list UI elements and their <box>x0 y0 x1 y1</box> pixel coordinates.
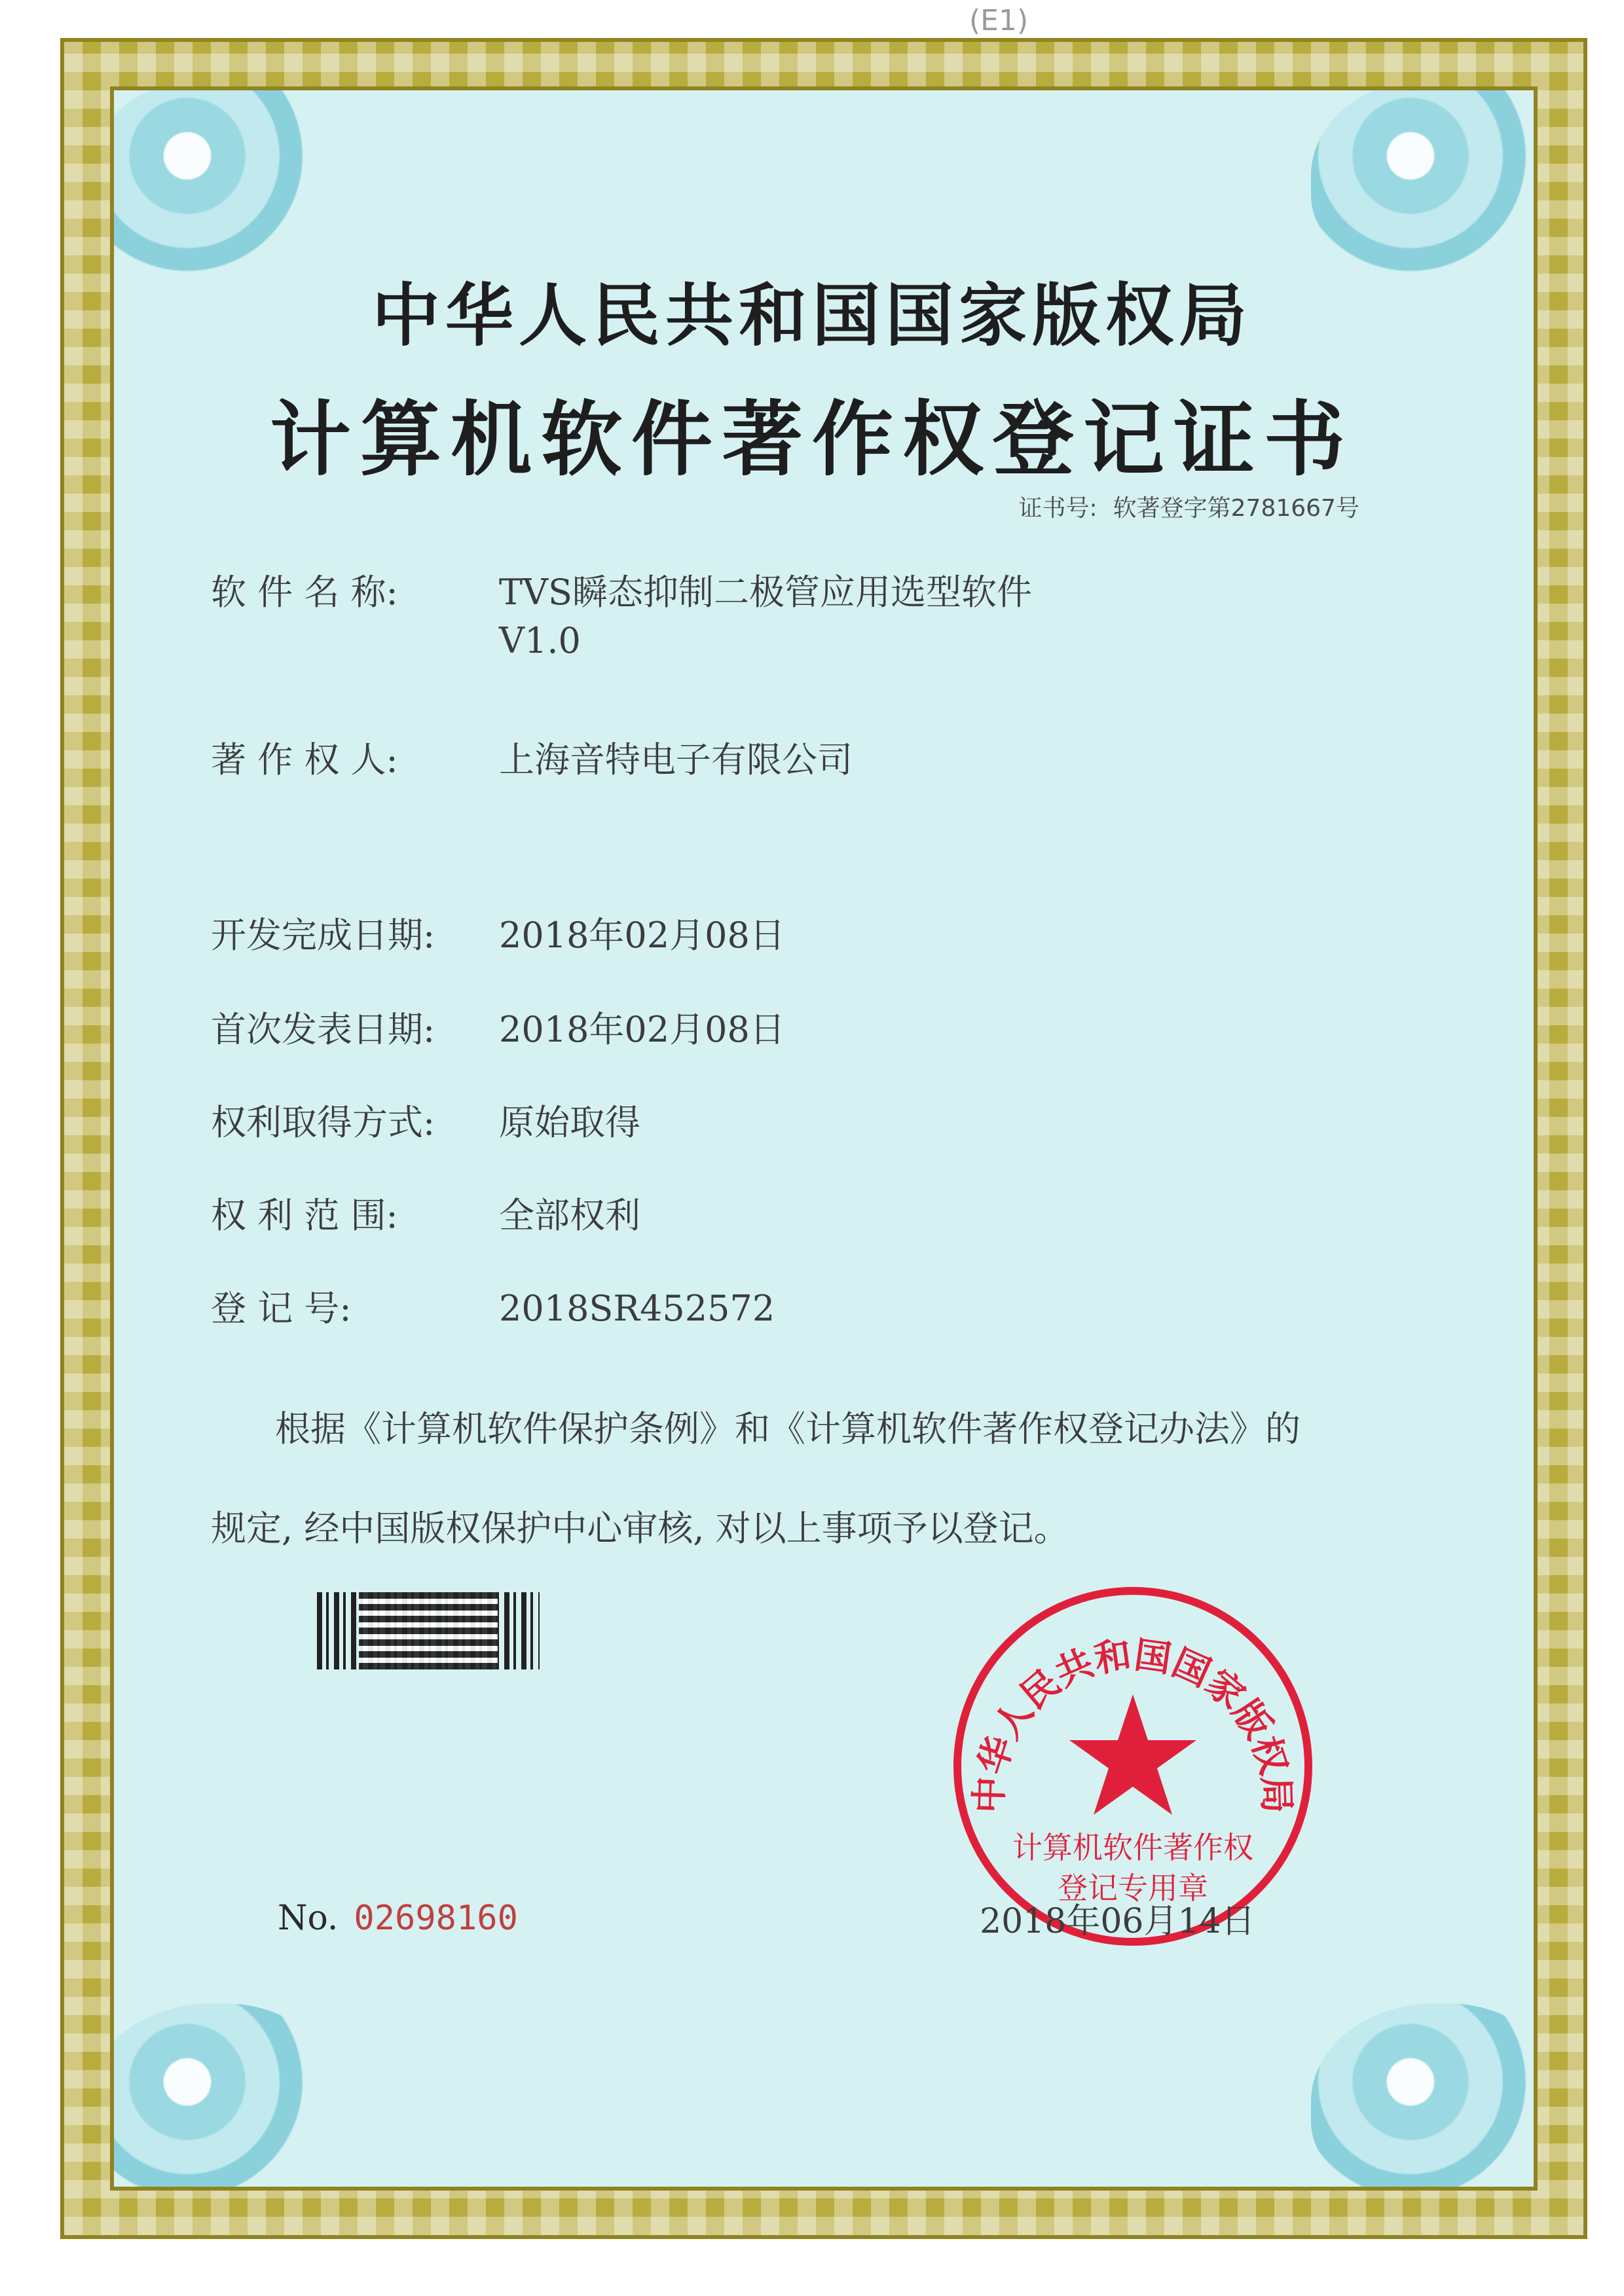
corner-handwritten-mark: (E1) <box>969 4 1029 37</box>
corner-ornament-bottom-right <box>1311 2003 1538 2191</box>
corner-ornament-top-right <box>1311 86 1538 274</box>
certificate-number <box>1019 490 1359 523</box>
field-acquisition-method <box>211 1095 640 1145</box>
corner-ornament-top-left <box>110 86 337 274</box>
field-label: 著 作 权 人: <box>211 739 398 780</box>
field-value: 原始取得 <box>499 1102 640 1143</box>
issue-date: 2018年06月14日 <box>980 1902 1255 1941</box>
certificate-title: 计算机软件著作权登记证书 <box>269 393 1354 487</box>
statement-line-2: 规定, 经中国版权保护中心审核, 对以上事项予以登记。 <box>211 1508 1069 1549</box>
serial-value: 02698160 <box>354 1899 518 1938</box>
field-value: TVS瞬态抑制二极管应用选型软件 <box>499 572 1033 613</box>
field-label: 登 记 号: <box>211 1288 352 1329</box>
field-value: 2018年02月08日 <box>499 915 785 956</box>
field-rights-scope <box>211 1188 640 1238</box>
field-label: 权 利 范 围: <box>211 1195 398 1236</box>
field-label: 首次发表日期: <box>211 1009 435 1050</box>
certificate-number-label: 证书号: <box>1018 495 1098 522</box>
field-publication-date <box>211 1002 785 1052</box>
field-development-date <box>211 907 785 958</box>
barcode <box>317 1592 540 1669</box>
certificate-number-value: 软著登字第2781667号 <box>1113 495 1359 522</box>
field-value: 2018SR452572 <box>499 1288 775 1329</box>
field-value: 全部权利 <box>499 1195 640 1236</box>
field-software-name <box>211 564 1032 661</box>
field-value: 上海音特电子有限公司 <box>499 739 853 780</box>
serial-number <box>278 1899 518 1938</box>
field-copyright-owner <box>211 732 853 782</box>
field-label: 软 件 名 称: <box>211 572 398 613</box>
field-label: 开发完成日期: <box>211 915 435 956</box>
seal-ring-text: 中华人民共和国国家版权局 <box>968 1633 1298 1814</box>
star-icon <box>1069 1694 1196 1815</box>
serial-label: No. <box>278 1899 339 1938</box>
field-label: 权利取得方式: <box>211 1102 435 1143</box>
field-value: 2018年02月08日 <box>499 1009 785 1050</box>
corner-ornament-bottom-left <box>110 2003 337 2191</box>
seal-inner-line-1: 计算机软件著作权 <box>1012 1830 1253 1865</box>
statement-line-1: 根据《计算机软件保护条例》和《计算机软件著作权登记办法》的 <box>275 1408 1301 1449</box>
field-registration-number <box>211 1281 775 1331</box>
seal-inner-line-2: 登记专用章 <box>1058 1870 1208 1906</box>
issuer-title: 中华人民共和国国家版权局 <box>371 276 1252 355</box>
qr-code-icon <box>359 1592 498 1669</box>
field-value-version: V1.0 <box>499 620 581 661</box>
